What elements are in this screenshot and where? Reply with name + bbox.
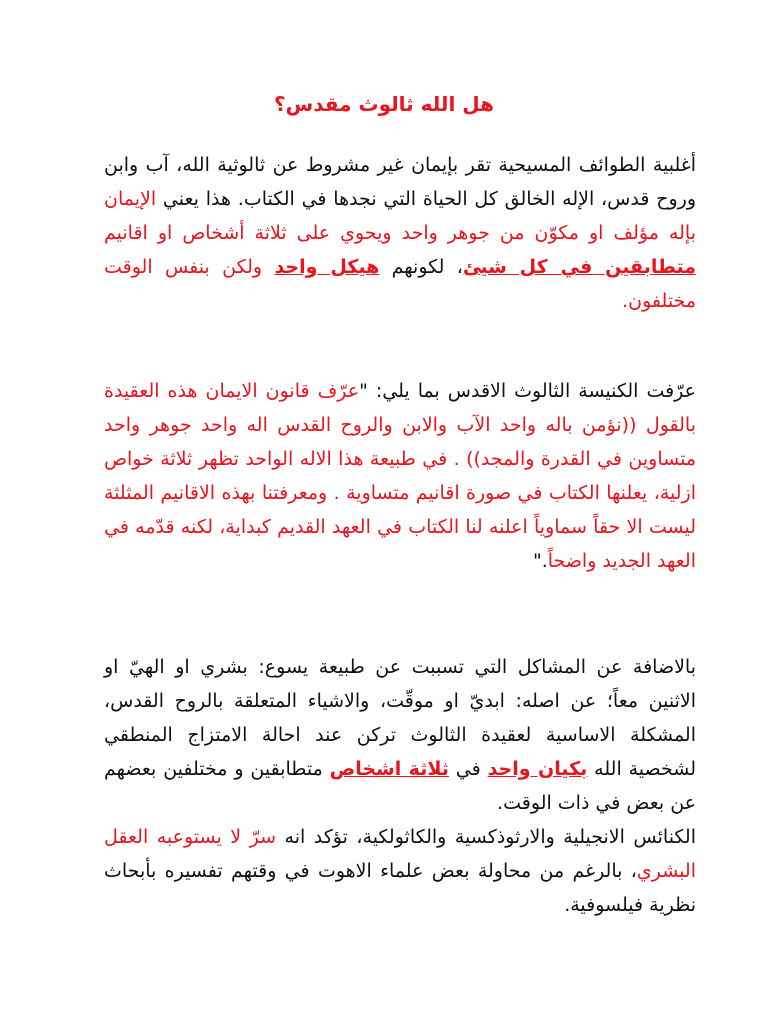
page-title: هل الله ثالوث مقدس؟ (274, 92, 494, 116)
paragraph-1 (104, 148, 696, 318)
p3-text-f: الكنائس الانجيلية والارثوذكسية والكاثولكية، تؤكد انه (276, 826, 696, 848)
p1-text-d: ، لكونهم (379, 256, 463, 278)
p1-text-b: الإيمان بإله مؤلف او مكوّن من جوهر واحد ويحوي على ثلاثة أشخاص او اقانيم (104, 188, 696, 244)
p2-text-a: عرّفت الكنيسة الثالوث الاقدس بما يلي: " (359, 380, 697, 402)
p1-text-f: ولكن بنفس الوقت مختلفون. (104, 256, 696, 312)
p3-text-c: في (448, 758, 488, 780)
p2-text-c: ." (532, 550, 548, 572)
p3-emphasis-one-entity: بكيان واحد (487, 758, 588, 780)
p1-emphasis-one-structure: هيكل واحد (274, 256, 380, 278)
p3-text-h: ، بالرغم من محاولة بعض علماء الاهوت في وقتهم تفسيره بأبحاث نظرية فيلسوفية. (104, 860, 696, 916)
p2-quote: عرّف قانون الايمان هذه العقيدة بالقول ((نؤمن باله واحد الآب والابن والروح القدس اله واحد جوهر واحد متساوين في القدرة والمجد)) . في طبيعة هذا الاله الواحد تظهر ثلاثة خواص ازلية، يعلنها الكتاب في صورة اقانيم متساوية . ومعرفتنا بهذه الاقانيم المثلثة ليست الا حقاً سماوياً اعلنه لنا الكتاب في العهد القديم كبداية، لكنه قدّمه في العهد الجديد واضحاً (104, 380, 696, 572)
p3-text-a: بالاضافة عن المشاكل التي تسببت عن طبيعة يسوع: بشري او الهيّ او الاثنين معاً؛ عن اصله: ابديّ او موقّت، والاشياء المتعلقة بالروح القدس، المشكلة الاساسية لعقيدة الثالوث تركن عند احالة الامتزاج المنطقي لشخصية الله (104, 656, 696, 780)
paragraph-3 (104, 650, 696, 922)
paragraph-2 (104, 374, 696, 578)
p3-mystery-phrase: سرّ لا يستوعبه العقل البشري (104, 826, 696, 882)
p1-emphasis-identical: متطابقين في كل شيئ (462, 256, 697, 278)
p1-text-a: أغلبية الطوائف المسيحية تقر بإيمان غير مشروط عن ثالوثية الله، آب وابن وروح قدس، الإله الخالق كل الحياة التي نجدها في الكتاب. هذا يعني (104, 154, 696, 210)
p3-emphasis-three-persons: ثلاثة اشخاص (329, 758, 449, 780)
p3-text-e: متطابقين و مختلفين بعضهم عن بعض في ذات الوقت. (104, 758, 696, 814)
